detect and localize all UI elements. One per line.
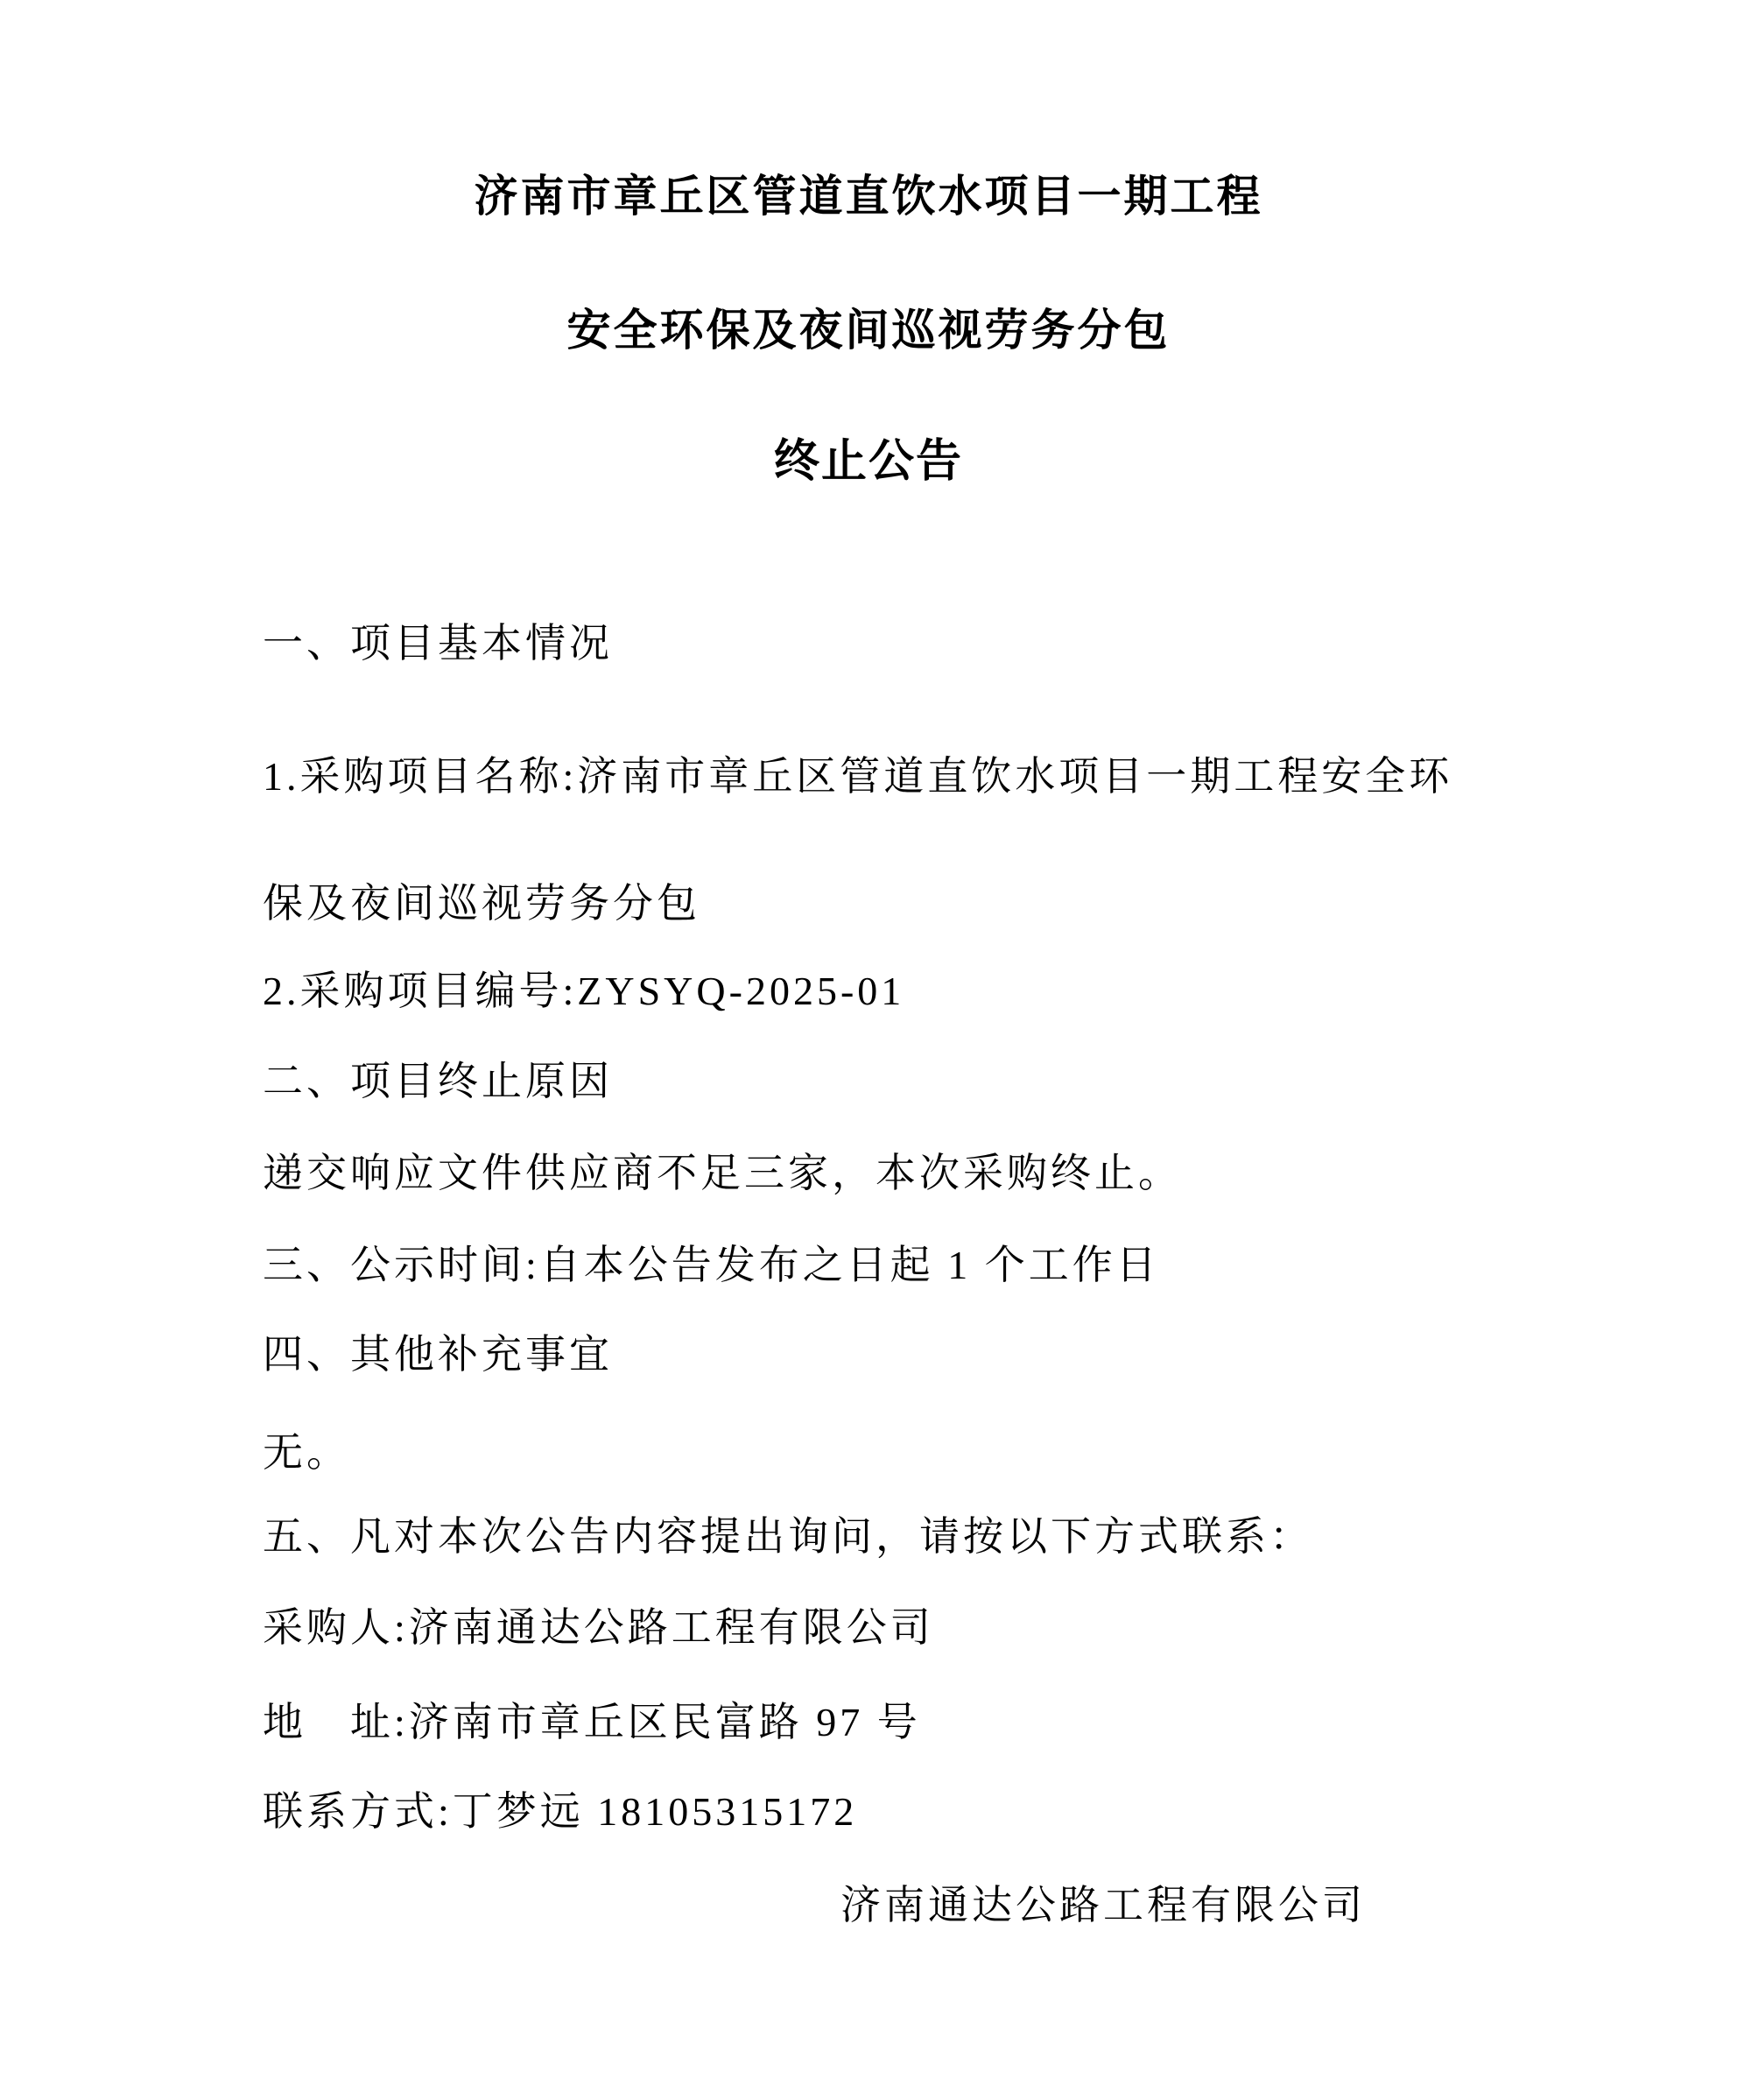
section-heading-3-publicity-period: 三、公示时间:自本公告发布之日起 1 个工作日 — [263, 1243, 1160, 1287]
item-project-name-line-2: 保及夜间巡视劳务分包 — [263, 881, 700, 926]
purchaser-line: 采购人:济南通达公路工程有限公司 — [263, 1605, 934, 1650]
section-heading-5-contact-intro: 五、凡对本次公告内容提出询问，请按以下方式联系： — [263, 1514, 1313, 1559]
item-project-number: 2.采购项目编号:ZYSYQ-2025-01 — [263, 969, 905, 1013]
doc-title-line-1: 济南市章丘区管道直饮水项目一期工程 — [474, 172, 1263, 221]
signature-company-name: 济南通达公路工程有限公司 — [840, 1883, 1366, 1927]
termination-reason-text: 递交响应文件供应商不足三家，本次采购终止。 — [263, 1151, 1182, 1195]
doc-title-line-2: 安全环保及夜间巡视劳务分包 — [566, 306, 1171, 355]
contact-line: 联系方式:丁梦远 18105315172 — [263, 1789, 858, 1834]
section-heading-4: 四、其他补充事宜 — [263, 1332, 613, 1377]
supplementary-matters-text: 无。 — [263, 1430, 350, 1475]
item-project-name-line-1: 1.采购项目名称:济南市章丘区管道直饮水项目一期工程安全环 — [263, 754, 1453, 799]
section-heading-2: 二、项目终止原因 — [263, 1059, 613, 1103]
doc-title-line-3: 终止公告 — [773, 436, 963, 487]
section-heading-1: 一、项目基本情况 — [263, 621, 613, 666]
address-line: 地 址:济南市章丘区民富路 97 号 — [263, 1700, 921, 1744]
